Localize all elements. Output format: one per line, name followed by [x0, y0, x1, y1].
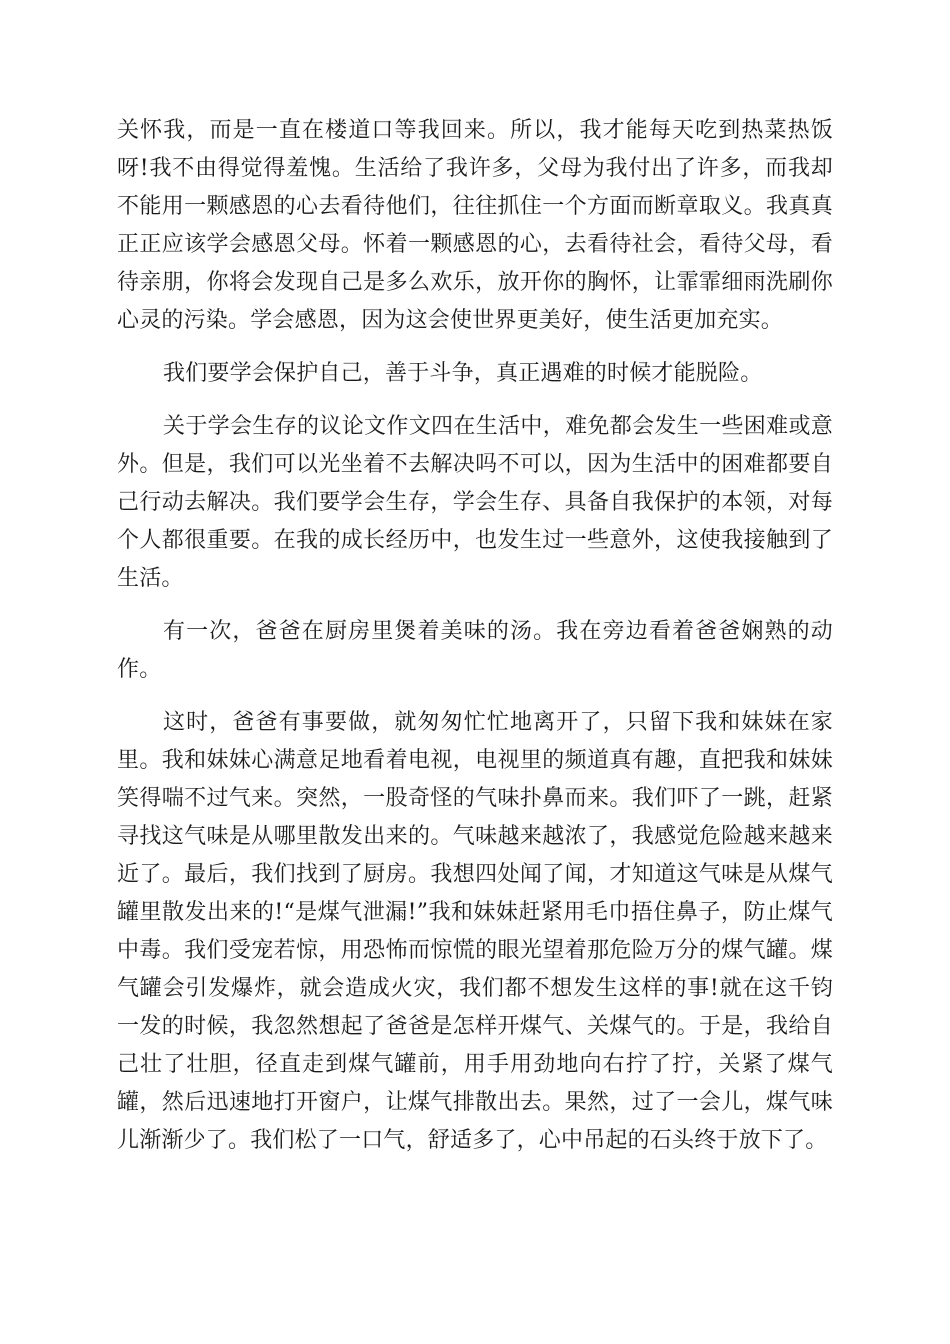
- paragraph-self-protection: 我们要学会保护自己，善于斗争，真正遇难的时候才能脱险。: [163, 361, 763, 386]
- paragraph-kitchen-soup: 有一次，爸爸在厨房里煲着美味的汤。我在旁边看着爸爸娴熟的动作。: [117, 619, 833, 682]
- paragraph-gas-leak: 这时，爸爸有事要做，就匆匆忙忙地离开了，只留下我和妹妹在家里。我和妹妹心满意足地看着电视，电视里的频道真有趣，直把我和妹妹笑得喘不过气来。突然，一股奇怪的气味扑鼻而来。我们吓了一跳，赶紧寻找这气味是从哪里散发出来的。气味越来越浓了，我感觉危险越来越来近了。最后，我们找到了厨房。我想四处闻了闻，才知道这气味是从煤气罐里散发出来的!“是煤气泄漏!”我和妹妹赶紧用毛巾捂住鼻子，防止煤气中毒。我们受宠若惊，用恐怖而惊慌的眼光望着那危险万分的煤气罐。煤气罐会引发爆炸，就会造成火灾，我们都不想发生这样的事!就在这千钧一发的时候，我忽然想起了爸爸是怎样开煤气、关煤气的。于是，我给自己壮了壮胆，径直走到煤气罐前，用手用劲地向右拧了拧，关紧了煤气罐，然后迅速地打开窗户，让煤气排散出去。果然，过了一会儿，煤气味儿渐渐少了。我们松了一口气，舒适多了，心中吊起的石头终于放下了。: [117, 710, 833, 1153]
- document-body: [117, 112, 833, 1175]
- paragraph-essay-four-intro: 关于学会生存的议论文作文四在生活中，难免都会发生一些困难或意外。但是，我们可以光坐着不去解决吗不可以，因为生活中的困难都要自己行动去解决。我们要学会生存，学会生存、具备自我保护的本领，对每个人都很重要。在我的成长经历中，也发生过一些意外，这使我接触到了生活。: [117, 414, 833, 591]
- paragraph-continuation: 关怀我，而是一直在楼道口等我回来。所以，我才能每天吃到热菜热饭呀!我不由得觉得羞愧。生活给了我许多，父母为我付出了许多，而我却不能用一颗感恩的心去看待他们，往往抓住一个方面而断章取义。我真真正正应该学会感恩父母。怀着一颗感恩的心，去看待社会，看待父母，看待亲朋，你将会发现自己是多么欢乐，放开你的胸怀，让霏霏细雨洗刷你心灵的污染。学会感恩，因为这会使世界更美好，使生活更加充实。: [117, 118, 833, 333]
